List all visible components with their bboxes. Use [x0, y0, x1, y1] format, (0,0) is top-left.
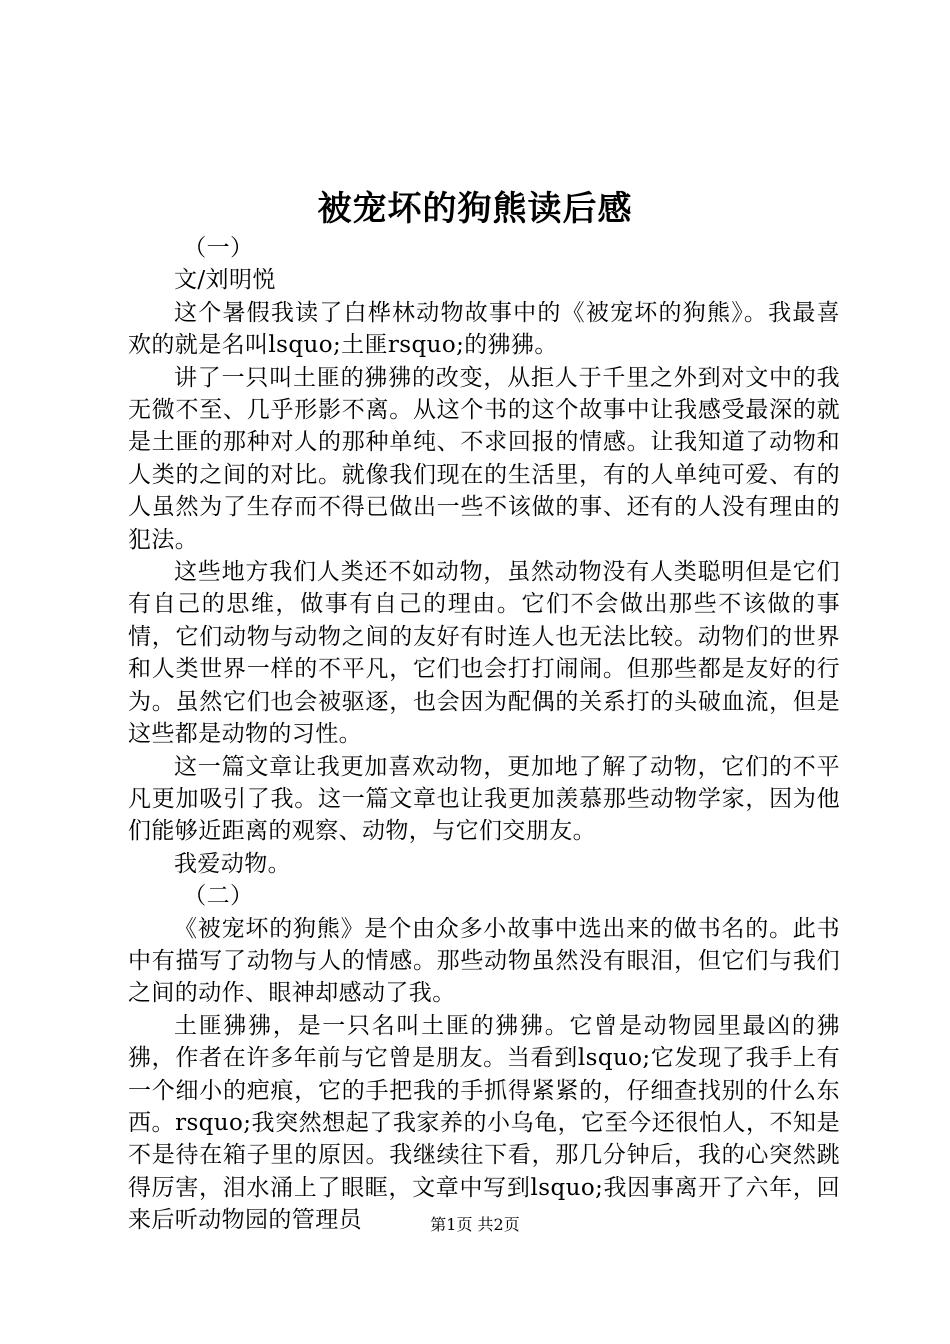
section-marker-1: （一）: [183, 235, 254, 261]
section-marker-2: （二）: [183, 883, 254, 910]
paragraph-conclusion: 这一篇文章让我更加喜欢动物，更加地了解了动物，它们的不平凡更加吸引了我。这一篇文章也让我更加羡慕那些动物学家，因为他们能够近距离的观察、动物，与它们交朋友。: [128, 753, 840, 845]
paragraph-baboon-story: 土匪狒狒，是一只名叫土匪的狒狒。它曾是动物园里最凶的狒狒，作者在许多年前与它曾是朋友。当看到lsquo;它发现了我手上有一个细小的疤痕，它的手把我的手抓得紧紧的，仔细查找别的什么东西。rsquo;我突然想起了我家养的小乌龟，它至今还很怕人，不知是不是待在箱子里的原因。我继续往下看，那几分钟后，我的心突然跳得厉害，泪水涌上了眼眶，文章中写到lsquo;我因事离开了六年，回来后听动物园的管理员: [128, 1012, 840, 1234]
paragraph-love-animals: 我爱动物。: [174, 850, 291, 877]
paragraph-animals-thinking: 这些地方我们人类还不如动物，虽然动物没有人类聪明但是它们有自己的思维，做事有自己的理由。它们不会做出那些不该做的事情，它们动物与动物之间的友好有时连人也无法比较。动物们的世界和人类世界一样的不平凡，它们也会打打闹闹。但那些都是友好的行为。虽然它们也会被驱逐，也会因为配偶的关系打的头破血流，但是这些都是动物的习性。: [128, 559, 840, 748]
page-footer: 第1页 共2页: [430, 1215, 520, 1234]
document-body: [128, 232, 840, 1237]
document-title: 被宠坏的狗熊读后感: [317, 189, 633, 229]
paragraph-intro: 这个暑假我读了白桦林动物故事中的《被宠坏的狗熊》。我最喜欢的就是名叫lsquo;土匪rsquo;的狒狒。: [128, 299, 840, 359]
paragraph-book-intro: 《被宠坏的狗熊》是个由众多小故事中选出来的做书名的。此书中有描写了动物与人的情感。那些动物虽然没有眼泪，但它们与我们之间的动作、眼神却感动了我。: [128, 915, 840, 1007]
author-line: 文/刘明悦: [174, 267, 276, 294]
paragraph-change: 讲了一只叫土匪的狒狒的改变，从拒人于千里之外到对文中的我无微不至、几乎形影不离。从这个书的这个故事中让我感受最深的就是土匪的那种对人的那种单纯、不求回报的情感。让我知道了动物和人类的之间的对比。就像我们现在的生活里，有的人单纯可爱、有的人虽然为了生存而不得已做出一些不该做的事、还有的人没有理由的犯法。: [128, 364, 840, 553]
